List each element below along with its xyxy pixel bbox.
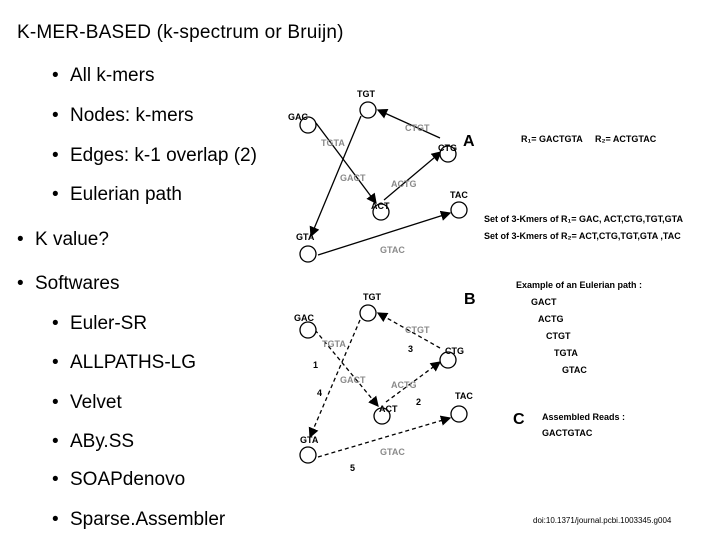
node-a-tgt (360, 102, 376, 118)
assembled-sequence: GACTGTAC (542, 428, 593, 438)
label-a-act: ACT (371, 201, 390, 211)
panel-letter-b: B (464, 291, 476, 308)
step-4: 4 (317, 388, 323, 398)
euler-step-3: CTGT (546, 331, 571, 341)
edge-label-b-tgta: TGTA (322, 339, 346, 349)
label-a-gac: GAC (288, 112, 308, 122)
edge-label-b-gtac: GTAC (380, 447, 405, 457)
node-a-tac (451, 202, 467, 218)
edge-label-a-gact: GACT (340, 173, 366, 183)
node-b-tgt (360, 305, 376, 321)
bullet-edges: • Edges: k-1 overlap (2) (52, 145, 257, 166)
panel-a-graph (288, 89, 468, 262)
kmer-set-r1: Set of 3-Kmers of R₁= GAC, ACT,CTG,TGT,GTA (484, 214, 683, 224)
label-b-ctg: CTG (445, 346, 464, 356)
euler-path-title: Example of an Eulerian path : (516, 280, 643, 290)
bullet-sparse-assembler: • Sparse.Assembler (52, 509, 226, 530)
bullet-nodes: • Nodes: k-mers (52, 105, 194, 126)
label-b-tac: TAC (455, 391, 473, 401)
node-a-gta (300, 246, 316, 262)
euler-step-2: ACTG (538, 314, 564, 324)
slide-title: K-MER-BASED (k-spectrum or Bruijn) (17, 22, 344, 43)
bullet-abyss: • ABy.SS (52, 431, 135, 452)
label-b-tgt: TGT (363, 292, 381, 302)
panel-b-graph (294, 292, 473, 473)
bullet-velvet: • Velvet (52, 392, 122, 413)
edge-a-act-ctg (384, 152, 441, 200)
edge-label-b-gact: GACT (340, 375, 366, 385)
euler-step-4: TGTA (554, 348, 578, 358)
edge-a-gac-act (316, 123, 376, 203)
euler-step-1: GACT (531, 297, 557, 307)
bullet-allpaths-lg: • ALLPATHS-LG (52, 352, 197, 373)
euler-step-5: GTAC (562, 365, 587, 375)
bullet-euler-sr: • Euler-SR (52, 313, 148, 334)
node-b-gac (300, 322, 316, 338)
label-a-tgt: TGT (357, 89, 375, 99)
label-b-gac: GAC (294, 313, 314, 323)
label-b-act: ACT (379, 404, 398, 414)
doi-citation: doi:10.1371/journal.pcbi.1003345.g004 (533, 516, 672, 525)
edge-label-b-ctgt: CTGT (405, 325, 430, 335)
label-a-tac: TAC (450, 190, 468, 200)
bullet-soapdenovo: • SOAPdenovo (52, 469, 186, 490)
label-b-gta: GTA (300, 435, 319, 445)
step-5: 5 (350, 463, 356, 473)
node-b-gta (300, 447, 316, 463)
kmer-set-r2: Set of 3-Kmers of R₂= ACT,CTG,TGT,GTA ,TAC (484, 231, 681, 241)
node-b-tac (451, 406, 467, 422)
bullet-softwares: • Softwares (17, 273, 120, 294)
step-3: 3 (408, 344, 414, 354)
edge-label-a-ctgt: CTGT (405, 123, 430, 133)
step-2: 2 (416, 397, 422, 407)
panel-letter-a: A (463, 133, 475, 150)
label-a-gta: GTA (296, 232, 315, 242)
edge-label-b-actg: ACTG (391, 380, 417, 390)
panel-letter-c: C (513, 411, 525, 428)
assembled-title: Assembled Reads : (542, 412, 626, 422)
edge-label-a-tgta: TGTA (321, 138, 345, 148)
edge-label-a-gtac: GTAC (380, 245, 405, 255)
edge-label-a-actg: ACTG (391, 179, 417, 189)
bullet-eulerian-path: • Eulerian path (52, 184, 182, 205)
step-1: 1 (313, 360, 319, 370)
reads-text: R₁= GACTGTA R₂= ACTGTAC (521, 134, 657, 144)
label-a-ctg: CTG (438, 143, 457, 153)
bullet-all-kmers: • All k-mers (52, 65, 155, 86)
bullet-k-value: • K value? (17, 229, 109, 250)
